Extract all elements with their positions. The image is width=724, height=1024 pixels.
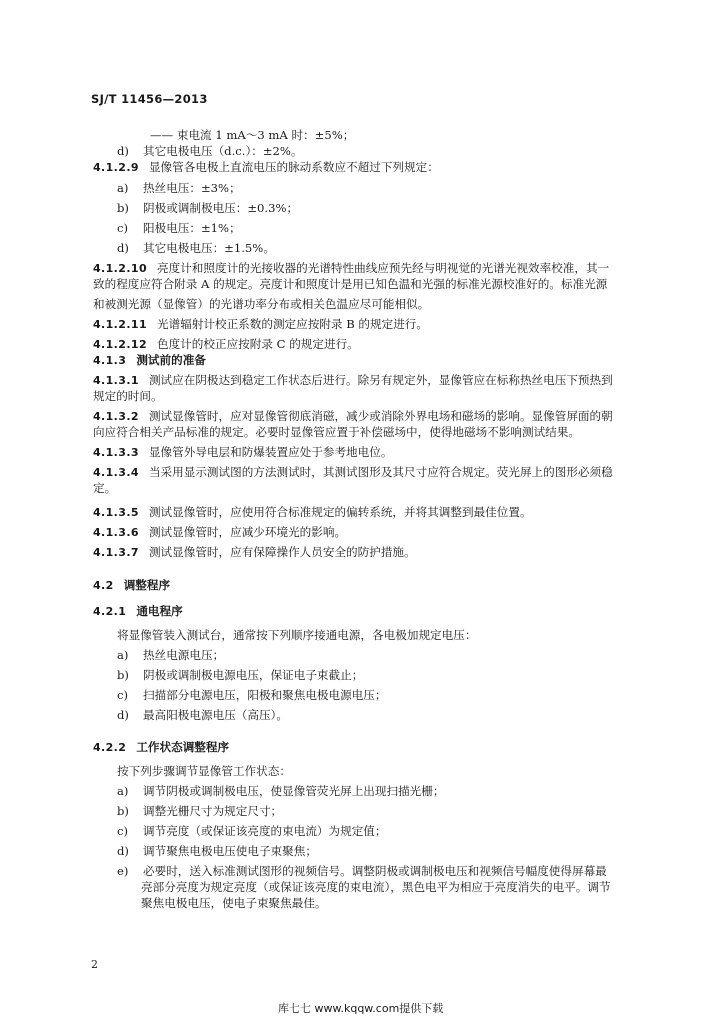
line-text: 调整光栅尺寸为规定尺寸； — [143, 804, 283, 818]
clause-line — [93, 445, 392, 460]
line-text: 显像管各电极上直流电压的脉动系数应不超过下列规定： — [148, 160, 439, 174]
text-line — [93, 481, 116, 495]
clause-number: 4.2 — [93, 579, 114, 592]
clause-number: 4.1.3.7 — [93, 546, 139, 559]
list-label: c) — [117, 824, 129, 838]
line-text: 亮度计和照度计的光接收器的光谱特性曲线应预先经与明视觉的光谱光视效率校准，其一 — [157, 261, 610, 275]
clause-line — [93, 261, 609, 276]
list-item — [117, 784, 444, 798]
line-text: 测试应在阴极达到稳定工作状态后进行。除另有规定外，显像管应在标称热丝电压下预热到 — [148, 373, 613, 387]
clause-number: 4.1.3.6 — [93, 526, 139, 539]
line-text: 必要时，送入标准测试图形的视频信号。调整阴极或调制极电压和视频信号幅度使得屏幕最 — [143, 864, 607, 878]
list-label: c) — [117, 688, 129, 702]
clause-line — [93, 337, 359, 352]
line-text: 聚焦电极电压，使电子束聚焦最佳。 — [141, 896, 327, 910]
clause-number: 4.2.1 — [93, 605, 127, 618]
line-text: 测试显像管时，应对显像管彻底消磁，减少或消除外界电场和磁场的影响。显像管屏面的朝 — [148, 409, 613, 423]
list-label: d) — [117, 844, 129, 858]
list-label: e) — [117, 864, 129, 878]
list-label: a) — [117, 181, 129, 195]
clause-number: 4.1.2.12 — [93, 338, 148, 351]
text-line — [141, 896, 327, 910]
clause-number: 4.1.2.9 — [93, 161, 139, 174]
clause-number: 4.1.3 — [93, 354, 127, 367]
list-label: b) — [117, 668, 129, 682]
page-number: 2 — [91, 958, 98, 971]
download-footer: 库七七 www.kqqw.com提供下载 — [278, 1002, 444, 1015]
line-text: 按下列步骤调节显像管工作状态： — [117, 764, 291, 778]
list-item — [117, 864, 607, 878]
line-text: 阴极或调制极电源电压，保证电子束截止； — [143, 668, 364, 682]
text-line — [117, 628, 476, 642]
line-text: 阳极电压：±1%； — [143, 221, 241, 235]
list-label: b) — [117, 201, 129, 215]
text-line — [141, 880, 611, 894]
section-heading: 通电程序 — [136, 604, 183, 618]
line-text: 测试显像管时，应减少环境光的影响。 — [148, 525, 347, 539]
clause-line — [93, 373, 613, 388]
list-label: a) — [117, 784, 129, 798]
line-text: 最高阳极电源电压（高压）。 — [143, 708, 288, 722]
list-item — [117, 688, 386, 702]
clause-line — [93, 604, 183, 619]
clause-number: 4.1.3.3 — [93, 446, 139, 459]
list-item — [117, 844, 317, 858]
clause-line — [93, 353, 206, 368]
text-line — [93, 277, 607, 291]
list-item — [117, 241, 275, 255]
clause-line — [93, 160, 439, 175]
line-text: 调节阴极或调制极电压，使显像管荧光屏上出现扫描光栅； — [143, 784, 445, 798]
standard-number: SJ/T 11456—2013 — [91, 92, 208, 106]
list-item — [117, 804, 282, 818]
text-line — [150, 128, 354, 142]
line-text: —— 束电流 1 mA～3 mA 时：±5%； — [150, 128, 355, 142]
clause-line — [93, 317, 428, 332]
line-text: 和被测光源（显像管）的光谱功率分布或相关色温应尽可能相似。 — [93, 297, 430, 311]
line-text: 扫描部分电源电压，阳极和聚焦电极电源电压； — [143, 688, 387, 702]
section-heading: 调整程序 — [123, 578, 171, 592]
list-item — [117, 144, 303, 158]
line-text: 定。 — [93, 481, 117, 495]
list-label: d) — [117, 241, 129, 255]
section-heading: 工作状态调整程序 — [136, 740, 230, 754]
clause-line — [93, 545, 416, 560]
list-item — [117, 181, 241, 195]
clause-number: 4.1.3.2 — [93, 410, 139, 423]
line-text: 调节亮度（或保证该亮度的束电流）为规定值； — [143, 824, 387, 838]
line-text: 调节聚焦电极电压使电子束聚焦； — [143, 844, 317, 858]
line-text: 热丝电源电压； — [143, 648, 225, 662]
clause-line — [93, 740, 229, 755]
line-text: 亮部分亮度为规定亮度（或保证该亮度的束电流），黑色电平为相应于亮度消失的电平。调节 — [141, 880, 611, 894]
list-label: a) — [117, 648, 129, 662]
clause-line — [93, 409, 613, 424]
line-text: 测试显像管时，应有保障操作人员安全的防护措施。 — [148, 545, 416, 559]
text-line — [93, 425, 580, 439]
text-line — [117, 764, 291, 778]
clause-line — [93, 578, 170, 593]
list-item — [117, 668, 363, 682]
list-label: b) — [117, 804, 129, 818]
line-text: 显像管外导电层和防爆装置应处于参考地电位。 — [148, 445, 393, 459]
clause-number: 4.1.3.5 — [93, 506, 139, 519]
clause-number: 4.1.3.1 — [93, 374, 139, 387]
list-item — [117, 824, 386, 838]
line-text: 将显像管装入测试台，通常按下列顺序接通电源，各电极加规定电压： — [117, 628, 477, 642]
section-heading: 测试前的准备 — [136, 353, 206, 367]
line-text: 光谱辐射计校正系数的测定应按附录 B 的规定进行。 — [157, 317, 428, 331]
list-item — [117, 648, 224, 662]
clause-number: 4.2.2 — [93, 741, 127, 754]
clause-line — [93, 505, 532, 520]
clause-line — [93, 525, 346, 540]
line-text: 向应符合相关产品标准的规定。必要时显像管应置于补偿磁场中，使得地磁场不影响测试结果。 — [93, 425, 580, 439]
line-text: 致的程度应符合附录 A 的规定。亮度计和照度计是用已知色温和光强的标准光源校准好的。标准光源 — [93, 277, 608, 291]
clause-number: 4.1.3.4 — [93, 466, 139, 479]
line-text: 热丝电压：±3%； — [143, 181, 241, 195]
clause-line — [93, 465, 613, 480]
line-text: 其它电极电压（d.c.）：±2%。 — [143, 144, 303, 158]
text-line — [93, 297, 429, 311]
list-item — [117, 708, 288, 722]
list-item — [117, 221, 241, 235]
line-text: 当采用显示测试图的方法测试时，其测试图形及其尺寸应符合规定。荧光屏上的图形必须稳 — [148, 465, 613, 479]
line-text: 规定的时间。 — [93, 389, 163, 403]
clause-number: 4.1.2.11 — [93, 318, 148, 331]
list-label: d) — [117, 144, 129, 158]
line-text: 阴极或调制极电压：±0.3%； — [143, 201, 299, 215]
list-label: c) — [117, 221, 129, 235]
line-text: 测试显像管时，应使用符合标准规定的偏转系统，并将其调整到最佳位置。 — [148, 505, 532, 519]
list-item — [117, 201, 298, 215]
line-text: 其它电极电压：±1.5%。 — [143, 241, 275, 255]
clause-number: 4.1.2.10 — [93, 262, 148, 275]
line-text: 色度计的校正应按附录 C 的规定进行。 — [157, 337, 359, 351]
list-label: d) — [117, 708, 129, 722]
text-line — [93, 389, 163, 403]
